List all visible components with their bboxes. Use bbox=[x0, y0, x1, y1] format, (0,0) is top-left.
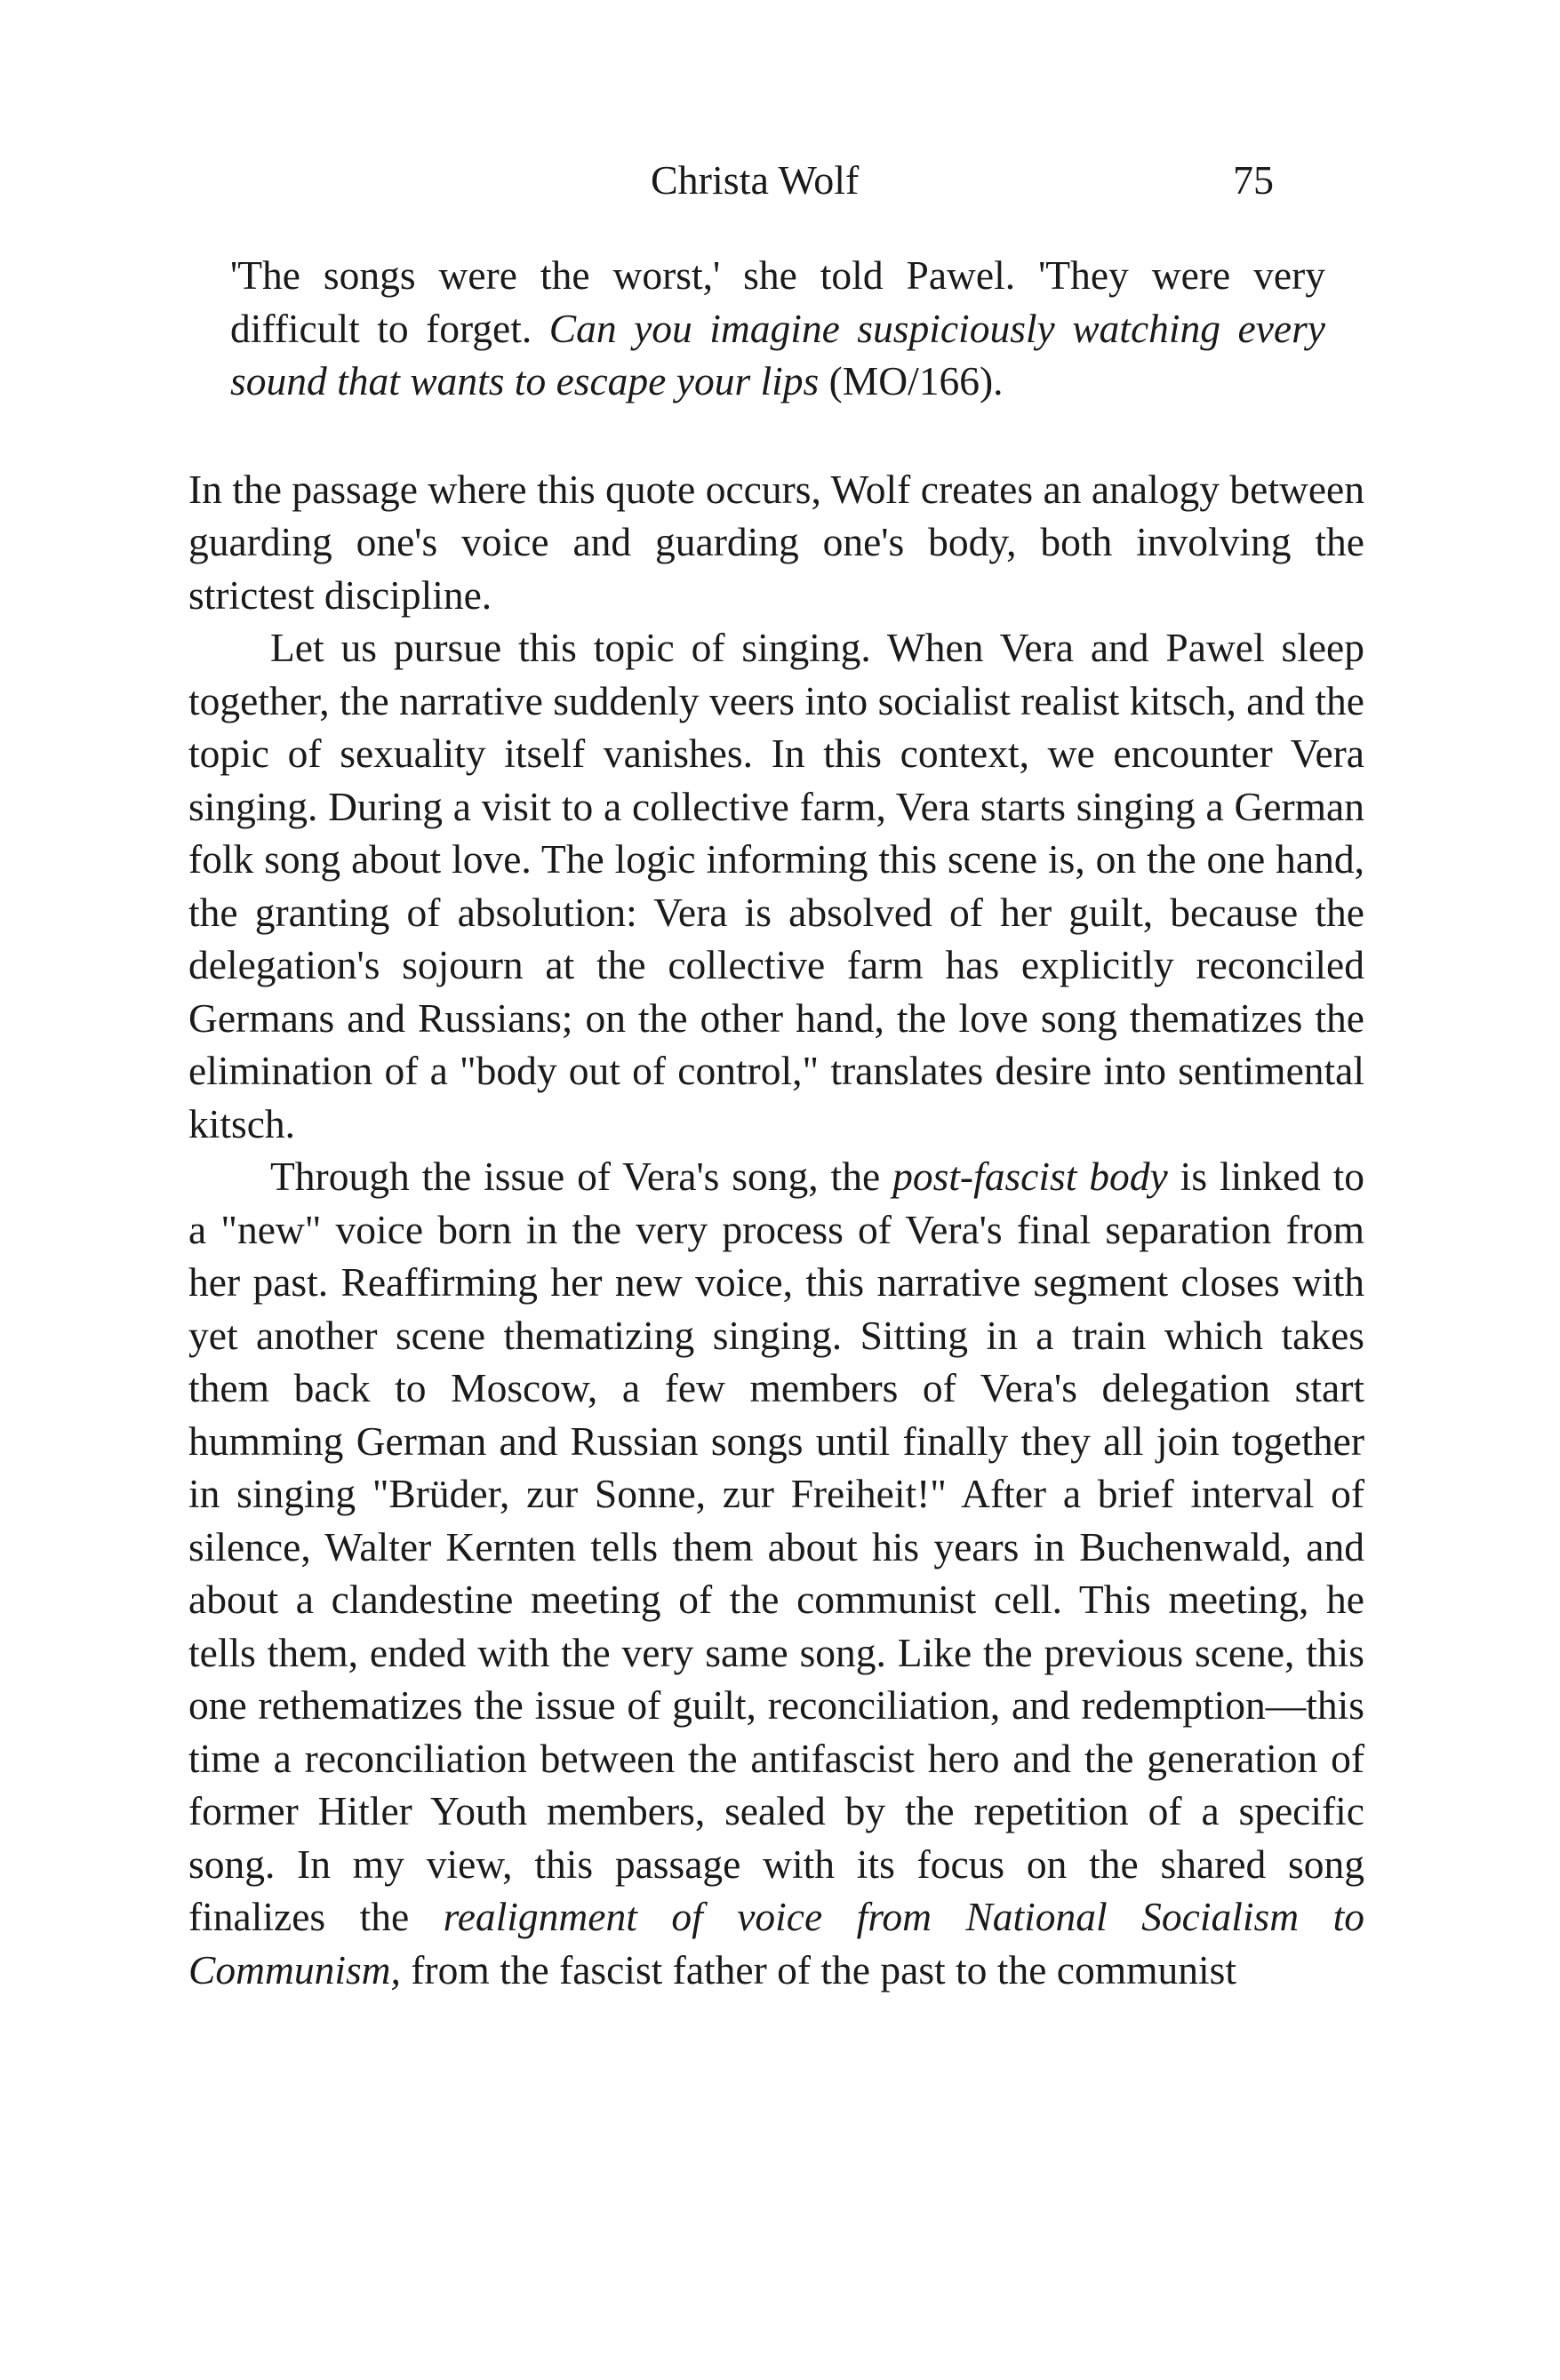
paragraph-post-fascist-body bbox=[188, 1150, 1364, 1996]
paragraph-analogy: In the passage where this quote occurs, Wolf creates an analogy between guarding one's voice and guarding one's body, both involving the strictest discipline. bbox=[188, 466, 1364, 618]
paragraph-italic-term: post-fascist body bbox=[892, 1154, 1168, 1199]
block-quote-text: 'The songs were the worst,' she told Pawel. 'They were very difficult to forget. bbox=[230, 252, 1325, 351]
paragraph-text: Through the issue of Vera's song, the bbox=[270, 1154, 893, 1199]
body-text bbox=[188, 249, 1364, 1996]
paragraph-text: from the fascist father of the past to the communist bbox=[400, 1946, 1236, 1993]
page-header bbox=[0, 149, 1560, 212]
page-number: 75 bbox=[1233, 157, 1274, 203]
running-title: Christa Wolf bbox=[651, 157, 860, 203]
paragraph-italic-term: realignment of voice from National Socialism to Communism, bbox=[188, 1894, 1364, 1993]
block-quote-citation: (MO/166). bbox=[819, 358, 1004, 403]
paragraph-text: is linked to a "new" voice born in the very process of Vera's final separation from her past. Reaffirming her new voice, this narrative segment closes with yet another scene thematizing singing. Sitting in a train which takes them back to Moscow, a few members of Vera's delegation start humming German and Russian songs until finally they all join together in singing "Brüder, zur Sonne, zur Freiheit!" After a brief interval of silence, Walter Kernten tells them about his years in Buchenwald, and about a clandestine meeting of the communist cell. This meeting, he tells them, ended with the very same song. Like the previous scene, this one rethematizes the issue of guilt, reconciliation, and redemption—this time a reconciliation between the antifascist hero and the generation of former Hitler Youth members, sealed by the repetition of a specific song. In my view, this passage with its focus on the shared song finalizes the bbox=[188, 1154, 1365, 1939]
block-quote bbox=[230, 249, 1325, 408]
paragraph-singing: Let us pursue this topic of singing. When Vera and Pawel sleep together, the narrative suddenly veers into socialist realist kitsch, and the topic of sexuality itself vanishes. In this context, we encounter Vera singing. During a visit to a collective farm, Vera starts singing a German folk song about love. The logic informing this scene is, on the one hand, the granting of absolution: Vera is absolved of her guilt, because the delegation's sojourn at the collective farm has explicitly reconciled Germans and Russians; on the other hand, the love song thematizes the elimination of a "body out of control," translates desire into sentimental kitsch. bbox=[188, 625, 1364, 1146]
block-quote-italic-text: Can you imagine suspiciously watching every sound that wants to escape your lips bbox=[230, 305, 1325, 403]
